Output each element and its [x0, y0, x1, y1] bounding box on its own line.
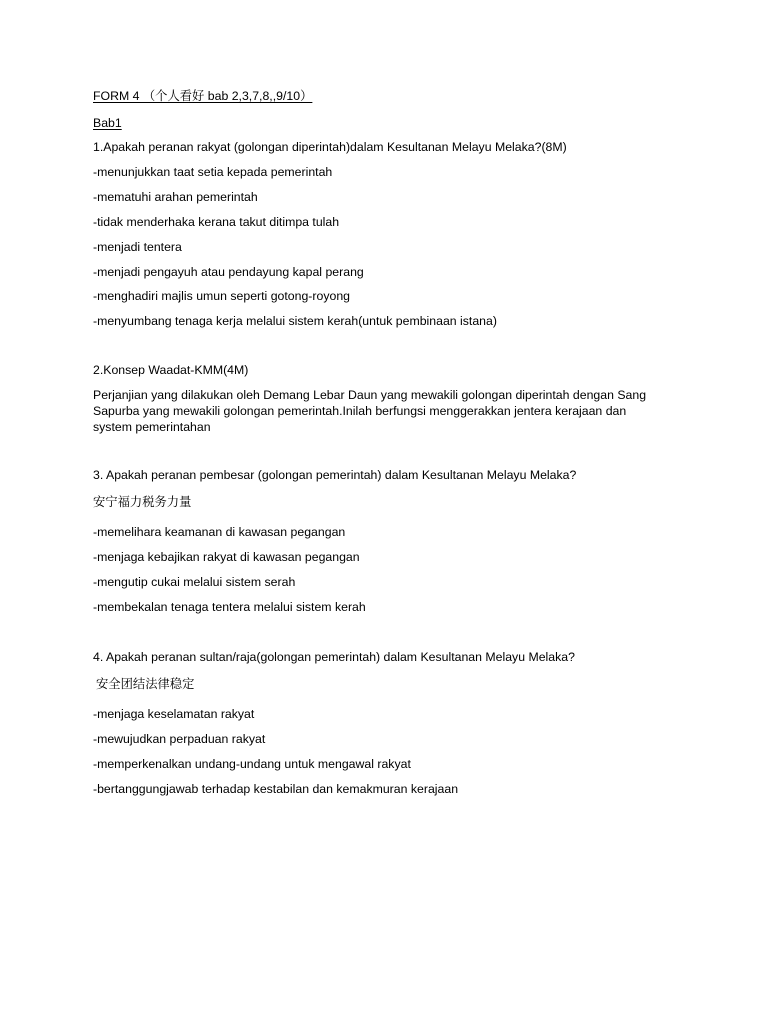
- q4-note: 安全团结法律稳定: [96, 677, 195, 691]
- q3-point: -mengutip cukai melalui sistem serah: [93, 575, 296, 589]
- q1-point: -menunjukkan taat setia kepada pemerintah: [93, 165, 333, 179]
- q1-point: -mematuhi arahan pemerintah: [93, 190, 258, 204]
- q1-point: -tidak menderhaka kerana takut ditimpa tulah: [93, 215, 340, 229]
- q1-point: -menyumbang tenaga kerja melalui sistem kerah(untuk pembinaan istana): [93, 314, 497, 328]
- q3-point: -membekalan tenaga tentera melalui sistem kerah: [93, 600, 366, 614]
- question-2: 2.Konsep Waadat-KMM(4M): [93, 363, 249, 377]
- q1-point: -menjadi pengayuh atau pendayung kapal perang: [93, 265, 364, 279]
- document-header: FORM 4 （个人看好 bab 2,3,7,8,,9/10）: [93, 89, 313, 103]
- question-1: 1.Apakah peranan rakyat (golongan diperintah)dalam Kesultanan Melayu Melaka?(8M): [93, 140, 567, 154]
- question-3: 3. Apakah peranan pembesar (golongan pemerintah) dalam Kesultanan Melayu Melaka?: [93, 468, 577, 482]
- q2-answer-line: Sapurba yang mewakili golongan pemerintah.Inilah berfungsi menggerakkan jentera kerajaan dan: [93, 404, 627, 418]
- q1-point: -menghadiri majlis umun seperti gotong-royong: [93, 289, 350, 303]
- q3-note: 安宁福力税务力量: [93, 495, 192, 509]
- q4-point: -bertanggungjawab terhadap kestabilan dan kemakmuran kerajaan: [93, 782, 459, 796]
- q2-answer-line: Perjanjian yang dilakukan oleh Demang Lebar Daun yang mewakili golongan diperintah dengan Sang: [93, 388, 647, 402]
- q2-answer: [93, 387, 683, 435]
- q1-point: -menjadi tentera: [93, 240, 182, 254]
- q2-answer-line: system pemerintahan: [93, 420, 211, 434]
- chapter-heading: Bab1: [93, 116, 122, 130]
- question-4: 4. Apakah peranan sultan/raja(golongan pemerintah) dalam Kesultanan Melayu Melaka?: [93, 650, 575, 664]
- q4-point: -mewujudkan perpaduan rakyat: [93, 732, 266, 746]
- q3-point: -menjaga kebajikan rakyat di kawasan pegangan: [93, 550, 360, 564]
- q3-point: -memelihara keamanan di kawasan pegangan: [93, 525, 346, 539]
- q4-point: -menjaga keselamatan rakyat: [93, 707, 255, 721]
- q4-point: -memperkenalkan undang-undang untuk mengawal rakyat: [93, 757, 411, 771]
